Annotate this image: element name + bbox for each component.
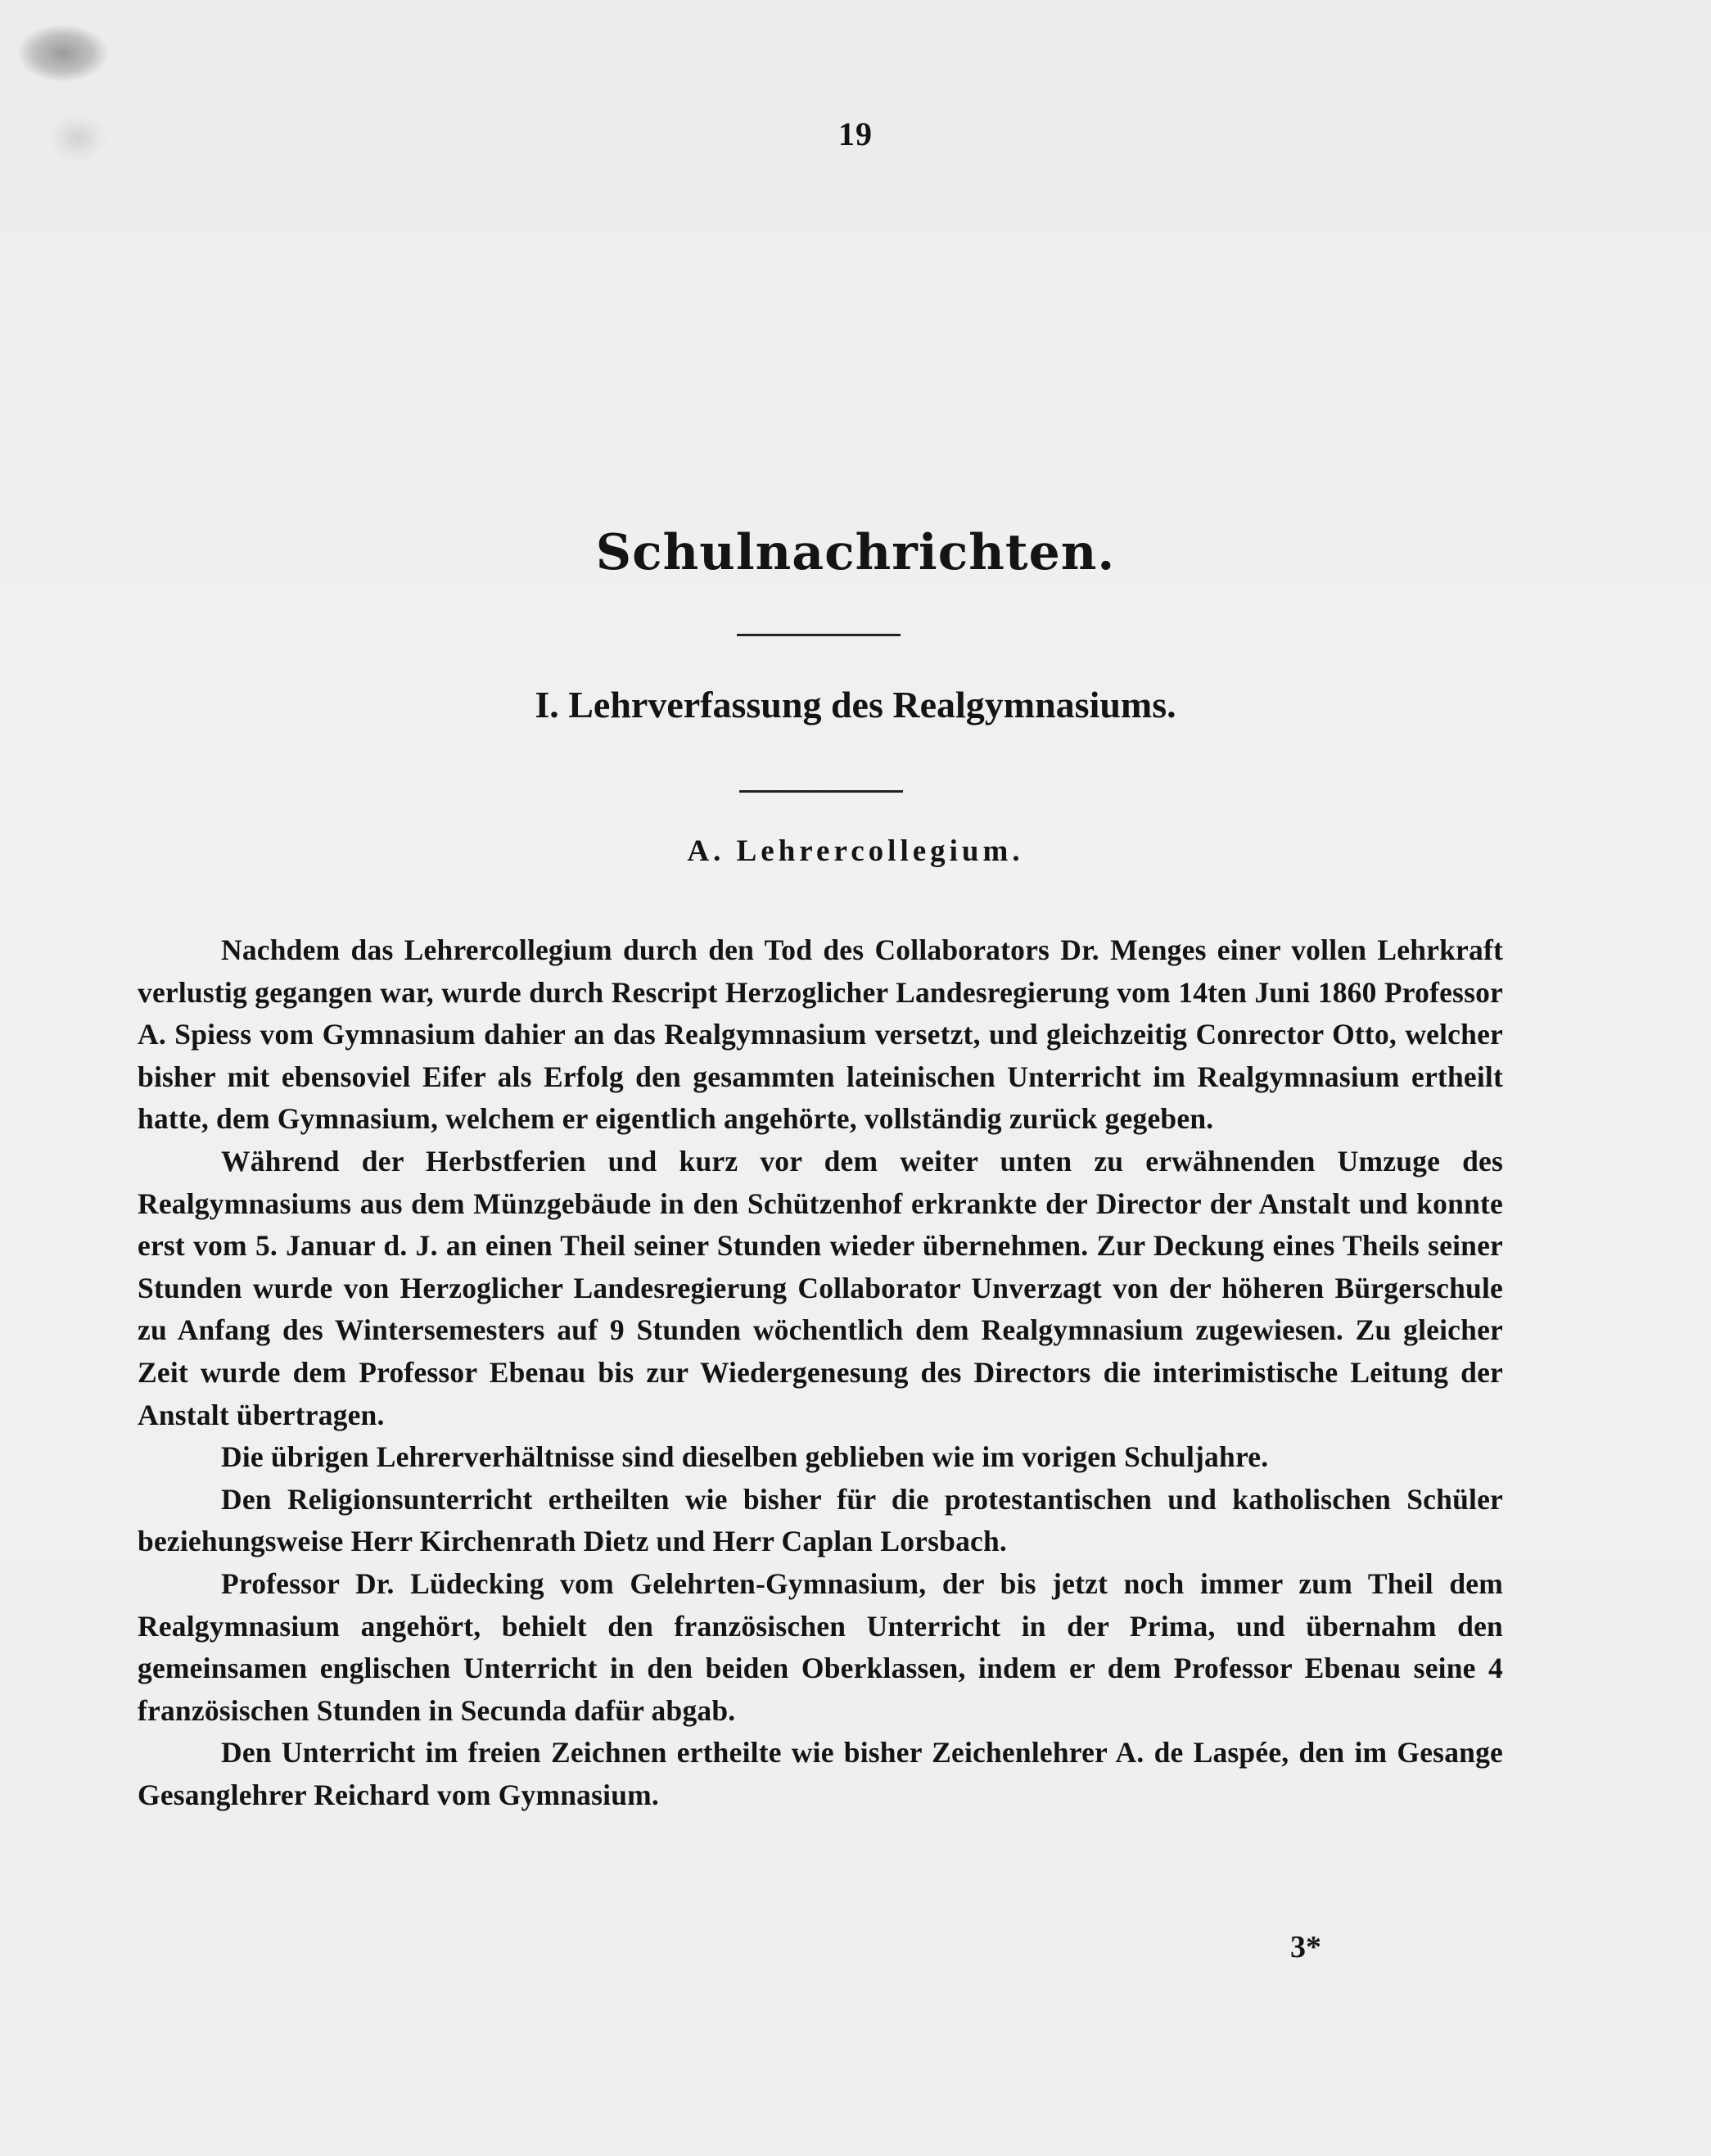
page-number: 19 — [838, 115, 873, 152]
paragraph: Die übrigen Lehrerverhältnisse sind dieselben geblieben wie im vorigen Schuljahre. — [221, 1440, 1269, 1474]
paragraph: Nachdem das Lehrercollegium durch den Tod des Collaborators Dr. Menges einer vollen Lehrkraft verlustig gegangen war, wurde durch Rescript Herzoglicher Landesregierung vom 14ten Juni 1860 Professor A. Spiess vom Gymnasium dahier an das Realgymnasium versetzt, und gleichzeitig Conrector Otto, welcher bisher mit ebensoviel Eifer als Erfolg den gesammten lateinischen Unterricht im Realgymnasium ertheilt hatte, dem Gymnasium, welchem er eigentlich angehörte, vollständig zurück gegeben. — [138, 933, 1503, 1136]
paragraph: Den Religionsunterricht ertheilten wie bisher für die protestantischen und katholischen Schüler beziehungsweise Herr Kirchenrath Dietz und Herr Caplan Lorsbach. — [138, 1482, 1503, 1558]
divider-rule — [737, 634, 901, 636]
subsection-title: A. Lehrercollegium. — [687, 834, 1024, 868]
paragraph: Während der Herbstferien und kurz vor dem weiter unten zu erwähnenden Umzuge des Realgymnasiums aus dem Münzgebäude in den Schützenhof erkrankte der Director der Anstalt und konnte erst vom 5. Januar d. J. an einen Theil seiner Stunden wieder übernehmen. Zur Deckung eines Theils seiner Stunden wurde von Herzoglicher Landesregierung Collaborator Unverzagt von der höheren Bürgerschule zu Anfang des Wintersemesters auf 9 Stunden wöchentlich dem Realgymnasium zugewiesen. Zu gleicher Zeit wurde dem Professor Ebenau bis zur Wiedergenesung des Directors die interimistische Leitung der Anstalt übertragen. — [138, 1144, 1503, 1431]
page-title: Schulnachrichten. — [595, 524, 1116, 581]
paragraph: Den Unterricht im freien Zeichnen ertheilte wie bisher Zeichenlehrer A. de Laspée, den im Gesange Gesanglehrer Reichard vom Gymnasium. — [138, 1736, 1503, 1811]
divider-rule — [739, 790, 903, 793]
signature-mark: 3* — [1290, 1930, 1321, 1964]
ink-smudge — [18, 25, 108, 82]
body-text — [138, 929, 1503, 1816]
paragraph: Professor Dr. Lüdecking vom Gelehrten-Gymnasium, der bis jetzt noch immer zum Theil dem Realgymnasium angehört, behielt den französischen Unterricht in der Prima, und übernahm den gemeinsamen englischen Unterricht in den beiden Oberklassen, indem er dem Professor Ebenau seine 4 französischen Stunden in Secunda dafür abgab. — [138, 1566, 1503, 1727]
section-title: I. Lehrverfassung des Realgymnasiums. — [535, 684, 1176, 725]
